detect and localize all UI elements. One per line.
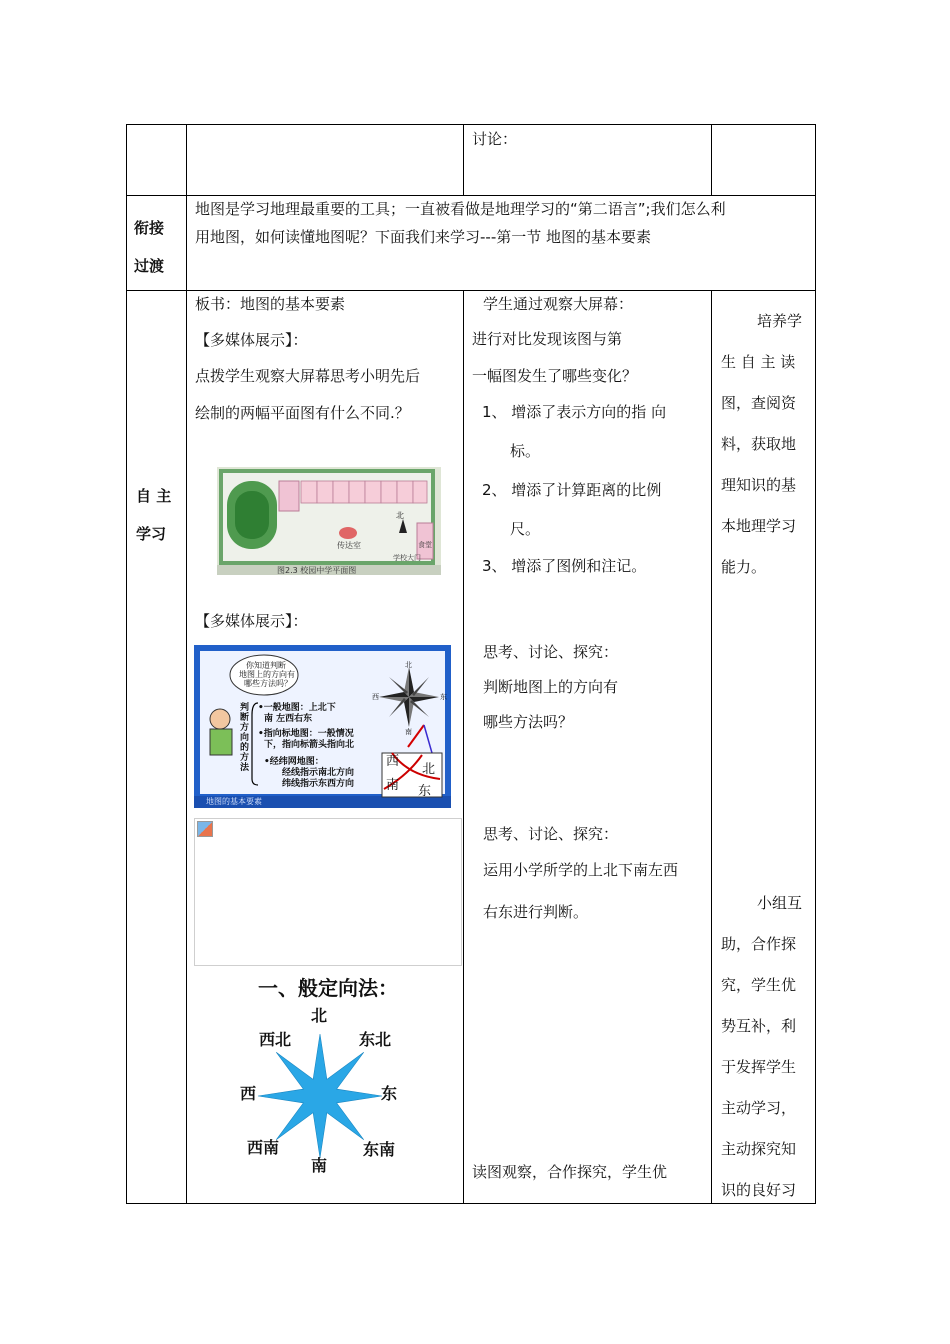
intent-p2-line5: 于发挥学生 [721,1058,797,1076]
student-answer-1: 运用小学所学的上北下南左西 [483,861,679,879]
table-row-divider-2 [126,290,816,291]
intent-p1-line7: 能力。 [721,558,767,576]
map-canteen-label: 食堂 [418,541,432,549]
missing-image-placeholder [194,818,462,966]
table-col-divider-2b [463,290,464,1204]
intent-p1-line3: 图，查阅资 [721,394,797,412]
intent-p1-line2: 生 自 主 读 [721,353,796,371]
intent-p2-line8: 识的良好习 [721,1181,797,1199]
student-item3: 3、 增添了图例和注记。 [482,557,647,575]
student-item2-a: 2、 增添了计算距离的比例 [482,481,662,499]
slide-compass-w: 西 [372,693,379,701]
compass-north: 北 [311,1006,328,1025]
intent-p2-line7: 主动探究知 [721,1140,797,1158]
guide-line-1: 点拨学生观察大屏幕思考小明先后 [195,367,421,385]
compass-west: 西 [240,1084,257,1103]
intent-p2-line1: 小组互 [757,894,803,912]
slide-item3-c: 纬线指示东西方向 [282,779,355,789]
media-label-2: 【多媒体展示】： [195,612,308,630]
compass-southwest: 西南 [247,1138,280,1157]
slide-bubble-line2: 地图上的方向有 [239,670,295,679]
slide-compass-e: 东 [440,693,447,701]
student-question-1: 判断地图上的方向有 [483,678,619,696]
table-col-divider-3a [711,124,712,196]
slide-compass-s: 南 [405,728,412,736]
compass-south: 南 [311,1156,328,1175]
broken-image-icon [197,821,213,837]
intent-p2-line6: 主动学习， [721,1099,797,1117]
intent-p1-line1: 培养学 [757,312,803,330]
table-col-divider-1 [186,124,187,1204]
intent-p2-line3: 究，学生优 [721,976,797,994]
self-study-label-1: 自 主 [136,487,172,505]
transition-text-line1: 地图是学习地理最重要的工具；一直被看做是地理学习的“第二语言”;我们怎么利 [195,200,726,218]
student-compare-2: 一幅图发生了哪些变化？ [472,367,638,385]
media-label-1: 【多媒体展示】： [195,331,308,349]
transition-text-line2: 用地图，如何读懂地图呢？下面我们来学习---第一节 地图的基本要素 [195,228,652,246]
slide-item2-a: •指向标地图：一般情况 [258,729,354,739]
table-bottom-border [126,1203,816,1204]
campus-plan-image [217,467,441,575]
compass-southeast: 东南 [363,1140,396,1159]
map-caption: 图2.3 校园中学平面图 [277,566,357,575]
self-study-label-2: 学习 [136,525,167,543]
slide-item2-b: 下，指向标箭头指向北 [264,740,355,750]
compass-northeast: 东北 [359,1030,392,1049]
compass-northwest: 西北 [259,1030,292,1049]
intent-p1-line5: 理知识的基 [721,476,797,494]
student-think-1: 思考、讨论、探究： [483,643,619,661]
student-think-2: 思考、讨论、探究： [483,825,619,843]
compass-east: 东 [381,1084,398,1103]
direction-methods-slide [194,645,451,808]
map-office-label: 传达室 [337,541,361,550]
map-gate-label: 学校大门 [393,554,421,562]
table-left-border [126,124,127,1204]
slide-footer-text: 地图的基本要素 [206,797,262,806]
student-bottom-text: 读图观察，合作探究，学生优 [472,1163,668,1181]
compass-title: 一、般定向法： [258,976,398,1000]
slide-compass-n: 北 [405,661,412,669]
intent-p1-line6: 本地理学习 [721,517,797,535]
table-right-border [815,124,816,1204]
slide-grid-e: 东 [418,784,432,799]
table-top-border [126,124,816,125]
map-north-label: 北 [396,511,404,520]
student-question-2: 哪些方法吗？ [483,713,574,731]
slide-grid-n: 北 [422,762,436,777]
student-observe: 学生通过观察大屏幕： [483,295,634,313]
intent-p2-line4: 势互补，利 [721,1017,797,1035]
student-item2-b: 尺。 [510,520,541,538]
transition-label-1: 衔接 [134,219,165,237]
slide-bubble-line3: 哪些方法吗？ [244,679,292,688]
slide-item3-b: 经线指示南北方向 [282,768,355,778]
table-col-divider-3b [711,290,712,1204]
guide-line-2: 绘制的两幅平面图有什么不同.？ [195,404,410,422]
board-title: 板书：地图的基本要素 [195,295,346,313]
slide-bubble-line1: 你知道判断 [246,661,286,670]
table-col-divider-2a [463,124,464,196]
slide-item3-a: •经纬网地图： [264,757,324,767]
slide-vertical-title: 判断方向的方法 [240,703,250,773]
slide-grid-s: 南 [386,778,400,793]
student-compare-1: 进行对比发现该图与第 [472,330,623,348]
student-answer-2: 右东进行判断。 [483,903,589,921]
slide-item1-b: 南 左西右东 [264,714,313,724]
slide-item1-a: •一般地图：上北下 [258,703,336,713]
student-item1-a: 1、 增添了表示方向的指 向 [482,403,667,421]
student-item1-b: 标。 [510,442,541,460]
table-row-divider-1 [126,195,816,196]
intent-p2-line2: 助，合作探 [721,935,797,953]
discussion-label: 讨论： [472,130,518,148]
transition-label-2: 过渡 [134,257,165,275]
slide-grid-w: 西 [386,754,400,769]
intent-p1-line4: 料，获取地 [721,435,797,453]
